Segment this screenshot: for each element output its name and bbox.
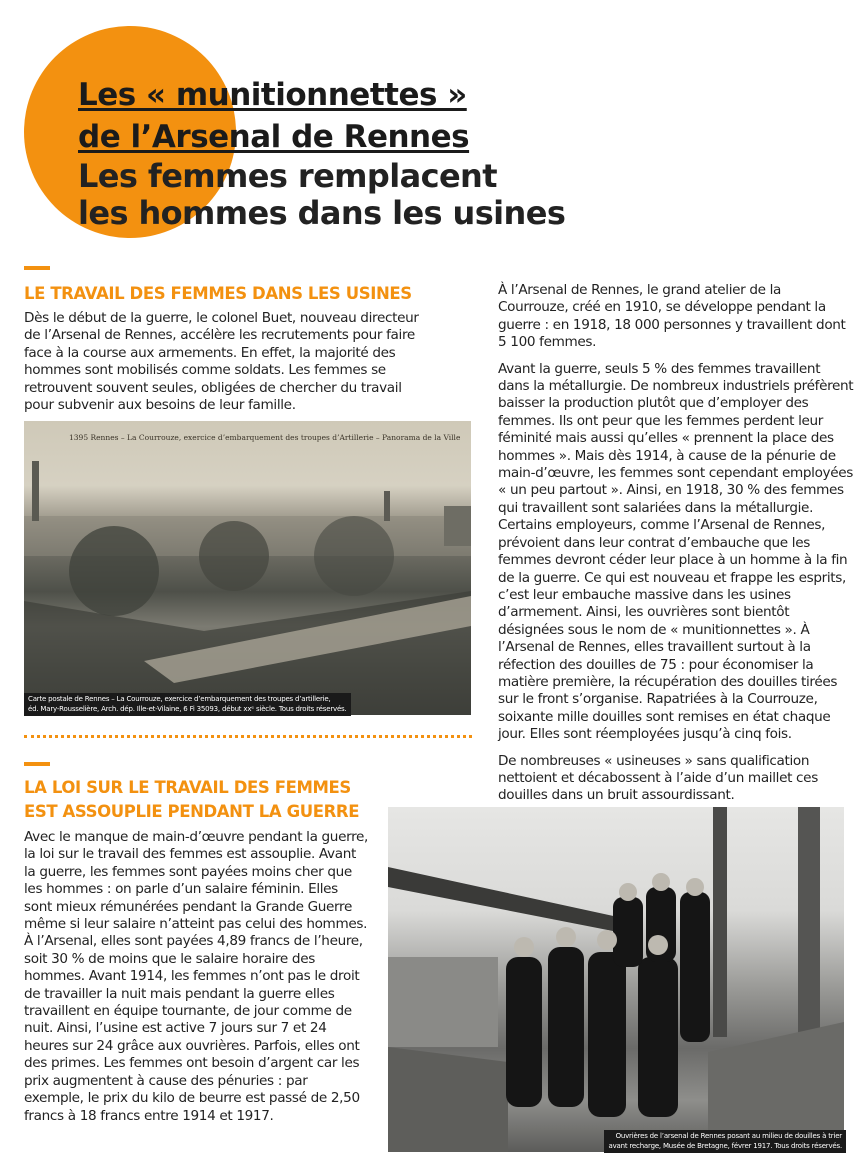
section2-heading-line1: LA LOI SUR LE TRAVAIL DES FEMMES — [24, 778, 351, 797]
photo2-caption-line2: avant recharge, Musée de Bretagne, févrer 1917. Tous droits réservés. — [608, 1141, 842, 1150]
section1-body — [24, 310, 424, 423]
postcard-printed-title: 1395 Rennes – La Courrouze, exercice d’embarquement des troupes d’Artillerie – Panorama de la Ville — [69, 433, 461, 442]
munitionnettes-group-photo — [388, 807, 844, 1152]
photo1-caption-line1: Carte postale de Rennes – La Courrouze, exercice d’embarquement des troupes d’artillerie, — [28, 695, 331, 703]
subtitle-line-2: les hommes dans les usines — [78, 194, 566, 232]
section-marker-dash — [24, 266, 50, 270]
postcard-photo-courrouze — [24, 421, 471, 715]
right-column-body — [498, 282, 854, 814]
dotted-divider — [24, 735, 472, 738]
photo1-caption-line2: éd. Mary-Rousselière, Arch. dép. Ille-et-Vilaine, 6 Fi 35093, début xxᵉ siècle. Tous droits réservés. — [28, 704, 347, 713]
title-line-1: Les « munitionnettes » — [78, 77, 467, 113]
section-marker-dash-2 — [24, 762, 50, 766]
title-line-2: de l’Arsenal de Rennes — [78, 119, 470, 155]
subtitle-line-1: Les femmes remplacent — [78, 157, 497, 195]
workers-illustration — [388, 807, 844, 1152]
photo2-caption — [604, 1130, 846, 1153]
right-paragraph-1: À l’Arsenal de Rennes, le grand atelier de la Courrouze, créé en 1910, se développe pendant la guerre : en 1918, 18 000 personnes y travaillent dont 5 100 femmes. — [498, 282, 846, 351]
postcard-illustration — [24, 421, 471, 715]
right-paragraph-2: Avant la guerre, seuls 5 % des femmes travaillent dans la métallurgie. De nombreux industriels préfèrent baisser la production plutôt que d’employer des femmes. Ils ont peur que les femmes perdent leur féminité mais aussi qu’elles « prennent la place des hommes ». Mais dès 1914, à cause de la pénurie de main-d’œuvre, les femmes sont cependant employées « un peu partout ». Ainsi, en 1918, 30 % des femmes qui travaillent sont salariées dans la métallurgie. Certains employeurs, comme l’Arsenal de Rennes, prévoient dans leur contrat d’embauche que les femmes devront céder leur place à un homme à la fin de la guerre. Ce qui est nouveau et frappe les esprits, c’est leur embauche massive dans les usines d’armement. Ainsi, les ouvrières sont bientôt désignées sous le nom de « munitionnettes ». À l’Arsenal de Rennes, elles travaillent surtout à la réfection des douilles de 75 : pour économiser la matière première, la récupération des douilles tirées sur le front s’organise. Rapatriées à la Courrouze, soixante mille douilles sont remises en état chaque jour. Elles sont réemployées jusqu’à cinq fois. — [498, 360, 854, 743]
section1-paragraph: Dès le début de la guerre, le colonel Buet, nouveau directeur de l’Arsenal de Rennes, accélère les recrutements pour faire face à la course aux armements. En effet, la majorité des hommes sont mobilisés comme soldats. Les femmes se retrouvent souvent seules, obligées de chercher du travail pour subvenir aux besoins de leur famille. — [24, 310, 419, 414]
page-title — [78, 74, 565, 232]
section2-heading-line2: EST ASSOUPLIE PENDANT LA GUERRE — [24, 802, 360, 821]
photo2-caption-line1: Ouvrières de l’arsenal de Rennes posant au milieu de douilles à trier — [615, 1132, 842, 1140]
section2-heading — [24, 776, 359, 824]
section2-paragraph: Avec le manque de main-d’œuvre pendant la guerre, la loi sur le travail des femmes est assouplie. Avant la guerre, les femmes sont payées moins cher que les hommes : on parle d’un salaire féminin. Elles sont mieux rémunérées pendant la Grande Guerre même si leur salaire n’atteint pas celui des hommes. À l’Arsenal, elles sont payées 4,89 francs de l’heure, soit 30 % de moins que le salaire horaire des hommes. Avant 1914, les femmes n’ont pas le droit de travailler la nuit mais pendant la guerre elles travaillent en équipe tournante, de jour comme de nuit. Ainsi, l’usine est active 7 jours sur 7 et 24 heures sur 24 grâce aux ouvrières. Parfois, elles ont des primes. Les femmes ont besoin d’argent car les prix augmentent à cause des pénuries : par exemple, le prix du kilo de beurre est passé de 2,50 francs à 18 francs entre 1914 et 1917. — [24, 829, 369, 1124]
photo1-caption — [24, 693, 351, 716]
section1-heading: LE TRAVAIL DES FEMMES DANS LES USINES — [24, 284, 412, 303]
section2-body — [24, 829, 369, 1134]
right-paragraph-3: De nombreuses « usineuses » sans qualification nettoient et décabossent à l’aide d’un maillet ces douilles dans un bruit assourdissant. — [498, 752, 818, 804]
